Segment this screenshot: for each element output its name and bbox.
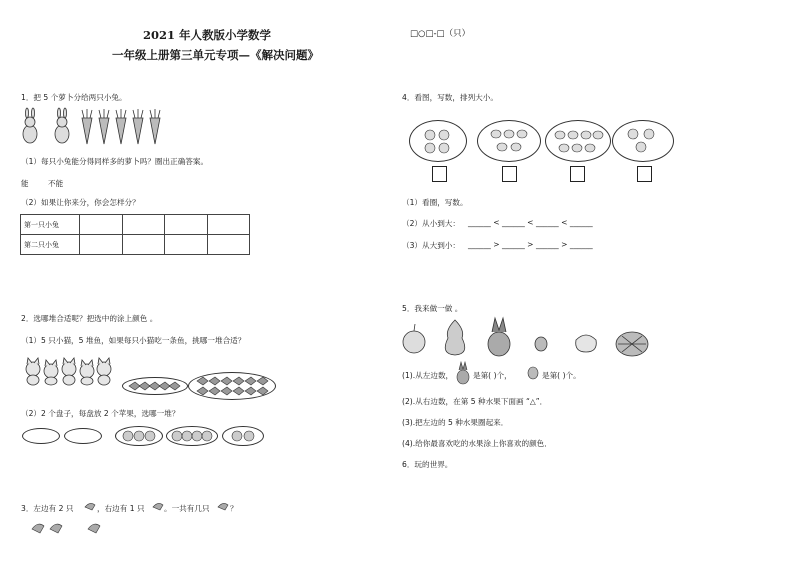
q3-stem-part-c: 。一共有几只 — [164, 504, 210, 513]
distribution-table — [20, 214, 250, 255]
empty-plate-2 — [64, 428, 102, 444]
answer-box-2[interactable] — [502, 166, 517, 182]
answer-box-3[interactable] — [570, 166, 585, 182]
cat-icon — [80, 360, 94, 385]
table-cell[interactable] — [122, 235, 165, 255]
table-cell[interactable] — [207, 215, 250, 235]
q4-sub2-label: （2）从小到大： — [402, 219, 460, 228]
row-label: 第二只小兔 — [21, 235, 80, 255]
cat-icon — [26, 358, 40, 385]
q2-stem: 2．选哪堆合适呢？把选中的涂上颜色 。 — [21, 314, 158, 323]
fish-icon-group — [123, 378, 187, 394]
q4-stem: 4．看图，写数，排列大小。 — [402, 93, 498, 102]
apple-icon-group — [167, 427, 217, 445]
table-cell[interactable] — [80, 235, 123, 255]
rabbit-icon — [23, 108, 37, 143]
q2-sub2: （2）2 个盘子，每盘放 2 个苹果，选哪一堆？ — [21, 409, 180, 418]
q5-sub1-part-c[interactable]: 是第( )个。 — [542, 371, 581, 380]
answer-yes[interactable]: 能 — [21, 179, 29, 188]
q3-stem-part-b: ，右边有 1 只 — [97, 504, 145, 513]
fruits-illustration — [400, 316, 660, 358]
group-oval-1 — [409, 120, 467, 162]
rabbits-carrots-illustration — [20, 108, 170, 148]
title-line-2: 一年级上册第三单元专项—《解决问题》 — [112, 48, 319, 62]
table-cell[interactable] — [165, 215, 208, 235]
carrot-icon — [82, 109, 160, 144]
pineapple-icon — [455, 362, 471, 384]
q4-sub2-sequence[interactable]: ______ < ______ < ______ < ______ — [468, 218, 593, 227]
group-oval-4 — [612, 120, 674, 162]
mango-icon — [535, 337, 547, 351]
apple-icon — [403, 324, 425, 353]
watermelon-icon — [616, 332, 648, 356]
empty-plate-1 — [22, 428, 60, 444]
q5-sub1-part-b[interactable]: 是第( )个， — [473, 371, 512, 380]
pear-icon — [445, 320, 465, 355]
fish-pile-option-2[interactable] — [188, 372, 276, 400]
apple-pile-option-1[interactable] — [115, 426, 163, 446]
q1-sub1: （1）每只小兔能分得同样多的萝卜吗？圈出正确答案。 — [21, 157, 209, 166]
bird-icon — [88, 524, 100, 533]
corner-formula: □○□-□（只） — [410, 29, 471, 39]
apple-icon-group — [223, 427, 263, 445]
q5-sub3: (3).把左边的 5 种水果圈起来． — [402, 418, 509, 427]
duck-group — [478, 121, 540, 161]
mango-icon — [526, 366, 540, 380]
chick-group — [546, 121, 610, 161]
cats-illustration — [24, 358, 114, 386]
bird-icon — [152, 499, 164, 511]
table-row — [21, 235, 250, 255]
fish-icon-group — [189, 373, 275, 399]
q3-stem-part-a: 3．左边有 2 只 — [21, 504, 74, 513]
rabbit-icon — [55, 108, 69, 143]
q5-stem: 5．我来做一做 。 — [402, 304, 463, 313]
group-oval-3 — [545, 120, 611, 162]
q1-stem: 1．把 5 个萝卜分给两只小兔。 — [21, 93, 127, 102]
apple-pile-option-3[interactable] — [222, 426, 264, 446]
table-cell[interactable] — [80, 215, 123, 235]
answer-no[interactable]: 不能 — [48, 179, 64, 188]
q1-sub2: （2）如果让你来分，你会怎样分？ — [21, 198, 140, 207]
fish-pile-option-1[interactable] — [122, 377, 188, 395]
peach-icon — [576, 335, 597, 352]
q4-sub1: （1）看圈，写数。 — [402, 198, 468, 207]
kitten-group — [410, 121, 466, 161]
bird-icon — [217, 499, 229, 511]
bird-icon — [84, 499, 96, 511]
answer-box-1[interactable] — [432, 166, 447, 182]
q5-sub2: (2).从右边数，在第 5 种水果下面画 “△”． — [402, 397, 548, 406]
q4-sub3-label: （3）从大到小： — [402, 241, 460, 250]
q4-sub3-sequence[interactable]: ______ > ______ > ______ > ______ — [468, 240, 593, 249]
table-cell[interactable] — [122, 215, 165, 235]
pineapple-icon — [488, 318, 510, 356]
apple-icon-group — [116, 427, 162, 445]
table-row — [21, 215, 250, 235]
q5-sub1-part-a: (1).从左边数， — [402, 371, 454, 380]
q2-sub1: （1）5 只小猫，5 堆鱼，如果每只小猫吃一条鱼，挑哪一堆合适？ — [21, 336, 246, 345]
group-oval-2 — [477, 120, 541, 162]
cat-icon — [44, 360, 58, 385]
apple-pile-option-2[interactable] — [166, 426, 218, 446]
q6-stem: 6．玩的世界。 — [402, 460, 453, 469]
cat-icon — [97, 358, 111, 385]
title-line-1: 2021 年人教版小学数学 — [143, 28, 272, 42]
puppy-group — [613, 121, 673, 161]
answer-box-4[interactable] — [637, 166, 652, 182]
cat-icon — [62, 358, 76, 385]
table-cell[interactable] — [165, 235, 208, 255]
q3-stem-part-d: ？ — [230, 504, 238, 513]
table-cell[interactable] — [207, 235, 250, 255]
q5-sub4: (4).给你最喜欢吃的水果涂上你喜欢的颜色． — [402, 439, 552, 448]
bird-icon — [32, 524, 44, 533]
row-label: 第一只小兔 — [21, 215, 80, 235]
bird-icon — [50, 524, 62, 533]
birds-illustration — [30, 518, 110, 534]
